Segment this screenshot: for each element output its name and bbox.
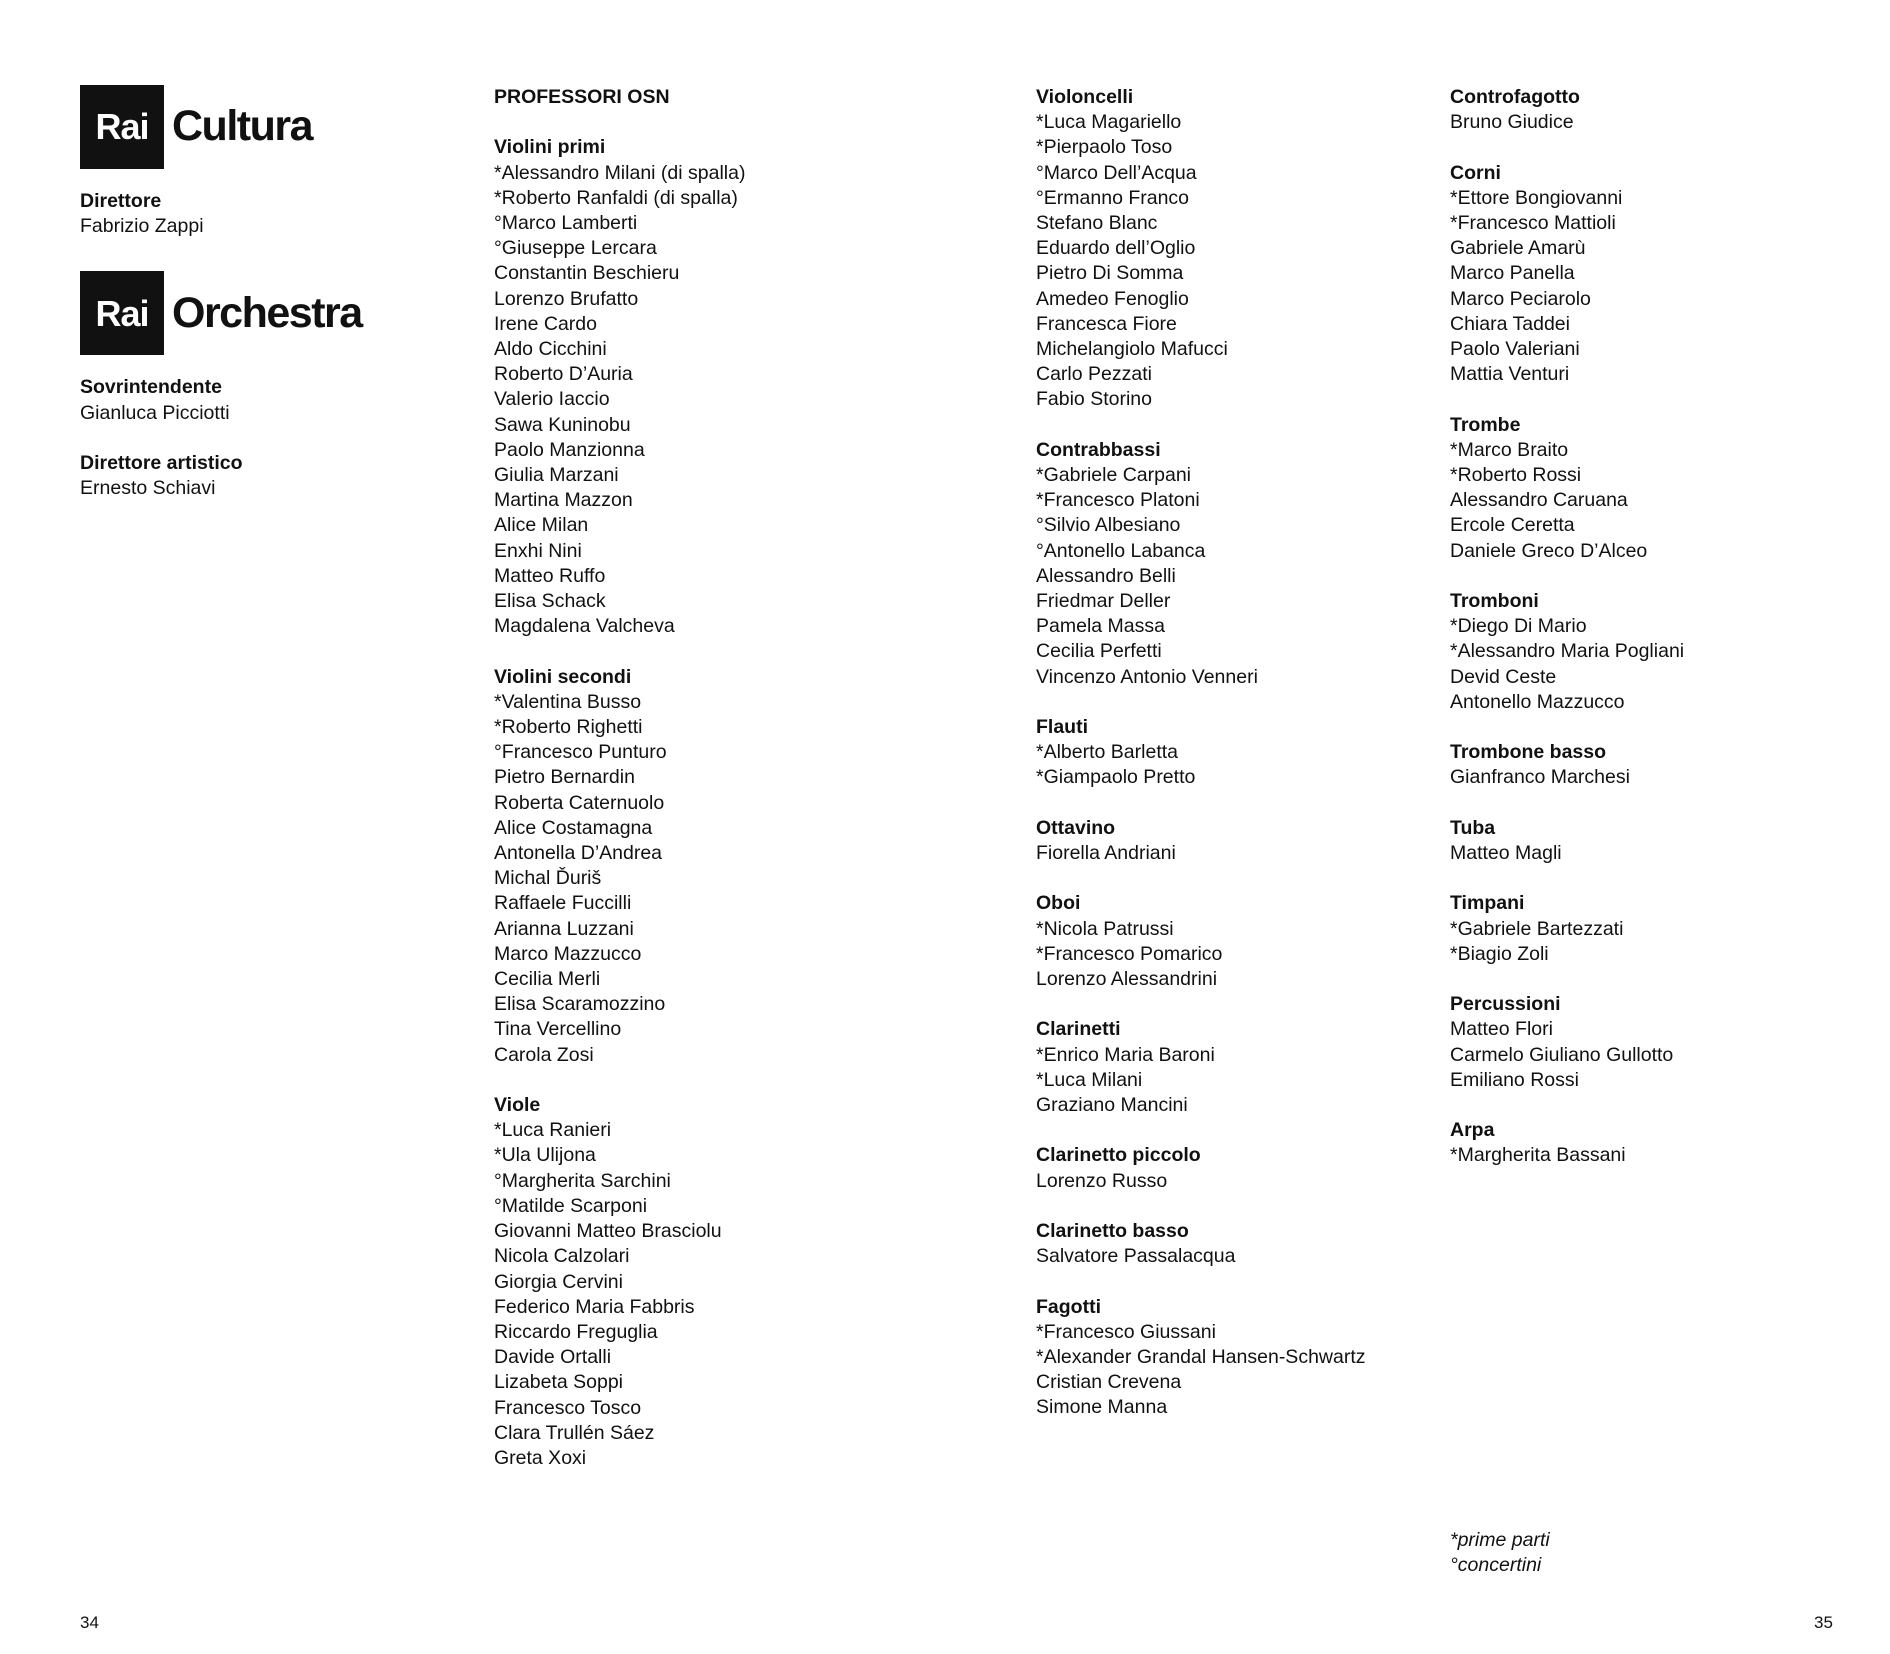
musician-name: *Enrico Maria Baroni (1036, 1043, 1215, 1066)
musician-name: Paolo Manzionna (494, 438, 645, 461)
musician-name: *Valentina Busso (494, 690, 642, 713)
section-title: Clarinetto piccolo (1036, 1144, 1201, 1167)
musician-name: *Luca Ranieri (494, 1119, 612, 1142)
musician-name: Sawa Kuninobu (494, 413, 631, 436)
instrument-section (1036, 715, 1436, 791)
musician-name: Giovanni Matteo Brasciolu (494, 1220, 722, 1243)
left-column (80, 85, 410, 527)
section-title: Trombone basso (1450, 741, 1607, 764)
musician-name: *Giampaolo Pretto (1036, 766, 1196, 789)
instrument-section (1036, 438, 1436, 690)
musician-name: Mattia Venturi (1450, 363, 1570, 386)
musician-name: Antonello Mazzucco (1450, 690, 1625, 713)
musician-name: Aldo Cicchini (494, 338, 607, 361)
musician-name: Marco Peciarolo (1450, 287, 1591, 310)
musician-name: *Margherita Bassani (1450, 1144, 1626, 1167)
instrument-section (1450, 816, 1870, 866)
section-title: Viole (494, 1094, 541, 1117)
musician-name: *Ula Ulijona (494, 1144, 596, 1167)
musician-name: °Matilde Scarponi (494, 1194, 648, 1217)
instrument-section (1450, 589, 1870, 715)
musician-name: °Ermanno Franco (1036, 186, 1190, 209)
musician-name: Alessandro Caruana (1450, 489, 1628, 512)
musician-name: Ercole Ceretta (1450, 514, 1575, 537)
musician-name: *Alberto Barletta (1036, 741, 1178, 764)
role-name: Ernesto Schiavi (80, 477, 216, 500)
logo-wordmark: Cultura (172, 102, 312, 151)
musician-name: Valerio Iaccio (494, 388, 610, 411)
direttore-block (80, 189, 410, 239)
section-title: Controfagotto (1450, 86, 1580, 108)
musician-name: *Roberto Righetti (494, 716, 643, 739)
musician-name: Greta Xoxi (494, 1446, 587, 1469)
musician-name: Fiorella Andriani (1036, 842, 1176, 865)
musician-name: *Ettore Bongiovanni (1450, 186, 1623, 209)
musician-name: Pietro Di Somma (1036, 262, 1184, 285)
logo-wordmark: Orchestra (172, 288, 362, 337)
rai-cultura-logo (80, 85, 410, 169)
musician-name: *Marco Braito (1450, 438, 1569, 461)
musician-name: Carlo Pezzati (1036, 363, 1152, 386)
musician-name: Irene Cardo (494, 312, 597, 335)
musician-name: Davide Ortalli (494, 1346, 612, 1369)
instrument-section (1450, 85, 1870, 135)
musician-name: Lorenzo Russo (1036, 1169, 1168, 1192)
section-title: Violini secondi (494, 665, 632, 688)
musician-name: Alice Milan (494, 514, 589, 537)
rai-logo-mark: Rai (80, 271, 164, 355)
musician-name: Nicola Calzolari (494, 1245, 630, 1268)
musician-name: Alessandro Belli (1036, 564, 1176, 587)
musician-name: Matteo Flori (1450, 1018, 1553, 1041)
instrument-section (1036, 1295, 1436, 1421)
musician-name: Gianfranco Marchesi (1450, 766, 1630, 789)
musician-name: *Gabriele Carpani (1036, 464, 1192, 487)
legend-concertini: °concertini (1450, 1554, 1542, 1577)
musician-name: *Roberto Ranfaldi (di spalla) (494, 186, 738, 209)
section-title: Flauti (1036, 716, 1088, 739)
musician-name: Fabio Storino (1036, 388, 1152, 411)
musician-name: Simone Manna (1036, 1396, 1168, 1419)
section-title: Ottavino (1036, 816, 1116, 839)
instrument-section (1036, 1219, 1436, 1269)
musician-name: Salvatore Passalacqua (1036, 1245, 1236, 1268)
musician-name: Arianna Luzzani (494, 917, 634, 940)
musician-name: Eduardo dell’Oglio (1036, 237, 1196, 260)
sovrintendente-block (80, 375, 410, 425)
musician-name: *Francesco Mattioli (1450, 212, 1616, 234)
musician-name: Michal Ďuriš (494, 867, 602, 890)
musician-name: Elisa Schack (494, 590, 606, 613)
musician-name: Alice Costamagna (494, 816, 653, 839)
musician-name: Paolo Valeriani (1450, 338, 1580, 361)
instrument-section (494, 1093, 994, 1471)
musician-name: Cecilia Merli (494, 968, 601, 991)
musician-name: °Francesco Punturo (494, 741, 667, 764)
musician-name: Pamela Massa (1036, 615, 1165, 638)
direttore-artistico-block (80, 451, 410, 501)
musician-name: Raffaele Fuccilli (494, 892, 632, 915)
page-number-right: 35 (1814, 1613, 1833, 1632)
musician-name: Friedmar Deller (1036, 590, 1171, 613)
musician-name: *Pierpaolo Toso (1036, 136, 1173, 159)
musician-name: Roberto D’Auria (494, 363, 633, 386)
musician-name: Carmelo Giuliano Gullotto (1450, 1043, 1674, 1066)
musician-name: Lorenzo Brufatto (494, 287, 639, 310)
musician-name: Lorenzo Alessandrini (1036, 968, 1218, 991)
section-title: Tuba (1450, 816, 1496, 839)
musician-name: °Giuseppe Lercara (494, 237, 657, 260)
musician-name: Emiliano Rossi (1450, 1068, 1579, 1091)
rai-logo-mark: Rai (80, 85, 164, 169)
section-title: Violini primi (494, 136, 606, 159)
musician-name: Clara Trullén Sáez (494, 1421, 655, 1444)
instrument-section (1036, 1017, 1436, 1118)
musician-name: Michelangiolo Mafucci (1036, 338, 1228, 361)
rai-orchestra-logo (80, 271, 410, 355)
musician-name: *Alessandro Maria Pogliani (1450, 640, 1685, 663)
musician-name: *Luca Magariello (1036, 111, 1182, 134)
musician-name: Riccardo Freguglia (494, 1320, 658, 1343)
musician-name: Matteo Ruffo (494, 564, 606, 587)
section-title: Contrabbassi (1036, 438, 1161, 461)
musician-name: Cristian Crevena (1036, 1371, 1182, 1394)
legend (1450, 1528, 1550, 1578)
musician-name: °Margherita Sarchini (494, 1169, 671, 1192)
musician-name: Devid Ceste (1450, 665, 1557, 688)
instrument-section (1036, 816, 1436, 866)
musician-name: Pietro Bernardin (494, 766, 635, 789)
column-brass-percussion (1450, 85, 1870, 1194)
section-title: Trombe (1450, 413, 1521, 436)
musician-name: *Alexander Grandal Hansen-Schwartz (1036, 1346, 1366, 1369)
instrument-section (494, 135, 994, 639)
musician-name: Giulia Marzani (494, 464, 619, 487)
musician-name: °Marco Lamberti (494, 212, 638, 234)
section-title: Oboi (1036, 892, 1081, 915)
musician-name: Carola Zosi (494, 1043, 594, 1066)
role-name: Gianluca Picciotti (80, 401, 230, 424)
musician-name: *Francesco Giussani (1036, 1320, 1216, 1343)
musician-name: Cecilia Perfetti (1036, 640, 1162, 663)
instrument-section (1036, 85, 1436, 413)
musician-name: Gabriele Amarù (1450, 237, 1586, 260)
musician-name: Constantin Beschieru (494, 262, 680, 285)
role-name: Fabrizio Zappi (80, 215, 204, 238)
musician-name: *Diego Di Mario (1450, 615, 1587, 638)
section-title: Tromboni (1450, 590, 1539, 613)
musician-name: *Francesco Platoni (1036, 489, 1200, 512)
musician-name: Magdalena Valcheva (494, 615, 675, 638)
musician-name: Elisa Scaramozzino (494, 993, 666, 1016)
musician-name: Amedeo Fenoglio (1036, 287, 1189, 310)
musician-name: Roberta Caternuolo (494, 791, 665, 814)
musician-name: Giorgia Cervini (494, 1270, 623, 1293)
section-title: Percussioni (1450, 993, 1561, 1016)
musician-name: °Silvio Albesiano (1036, 514, 1181, 537)
musician-name: Lizabeta Soppi (494, 1371, 624, 1394)
section-title: Violoncelli (1036, 86, 1134, 108)
instrument-section (1450, 413, 1870, 564)
musician-name: °Antonello Labanca (1036, 539, 1206, 562)
musician-name: Vincenzo Antonio Venneri (1036, 665, 1258, 688)
section-list (1036, 85, 1436, 1421)
musician-name: *Nicola Patrussi (1036, 917, 1174, 940)
page-heading: PROFESSORI OSN (494, 86, 670, 108)
instrument-section (1450, 891, 1870, 967)
musician-name: Tina Vercellino (494, 1018, 622, 1041)
musician-name: *Roberto Rossi (1450, 464, 1582, 487)
musician-name: *Francesco Pomarico (1036, 942, 1223, 965)
role-title: Direttore artistico (80, 452, 243, 474)
musician-name: °Marco Dell’Acqua (1036, 161, 1197, 184)
instrument-section (1450, 1118, 1870, 1168)
role-title: Direttore (80, 190, 162, 212)
instrument-section (1450, 992, 1870, 1093)
musician-name: Federico Maria Fabbris (494, 1295, 695, 1318)
musician-name: Marco Panella (1450, 262, 1575, 285)
musician-name: Marco Mazzucco (494, 942, 642, 965)
instrument-section (1450, 161, 1870, 388)
musician-name: Daniele Greco D’Alceo (1450, 539, 1648, 562)
instrument-section (1450, 740, 1870, 790)
musician-name: Enxhi Nini (494, 539, 582, 562)
musician-name: *Biagio Zoli (1450, 942, 1549, 965)
instrument-section (1036, 891, 1436, 992)
musician-name: Bruno Giudice (1450, 111, 1574, 134)
role-title: Sovrintendente (80, 376, 222, 399)
musician-name: *Gabriele Bartezzati (1450, 917, 1624, 940)
musician-name: Francesco Tosco (494, 1396, 642, 1419)
instrument-section (1036, 1143, 1436, 1193)
legend-prime-parti: *prime parti (1450, 1529, 1550, 1551)
musician-name: Antonella D’Andrea (494, 842, 663, 865)
instrument-section (494, 665, 994, 1068)
musician-name: Stefano Blanc (1036, 212, 1158, 235)
musician-name: Matteo Magli (1450, 842, 1562, 865)
musician-name: Martina Mazzon (494, 489, 633, 512)
section-list (494, 135, 994, 1471)
musician-name: Francesca Fiore (1036, 312, 1177, 335)
section-title: Clarinetti (1036, 1018, 1121, 1041)
musician-name: *Alessandro Milani (di spalla) (494, 161, 746, 184)
section-title: Fagotti (1036, 1295, 1101, 1318)
column-cellos-woodwinds (1036, 85, 1436, 1446)
section-title: Arpa (1450, 1119, 1495, 1142)
section-title: Corni (1450, 161, 1501, 184)
section-title: Clarinetto basso (1036, 1220, 1189, 1243)
section-list (1450, 85, 1870, 1169)
section-title: Timpani (1450, 892, 1525, 915)
musician-name: *Luca Milani (1036, 1068, 1143, 1091)
musician-name: Chiara Taddei (1450, 312, 1570, 335)
column-strings (494, 85, 994, 1496)
page-number-left: 34 (80, 1613, 99, 1632)
musician-name: Graziano Mancini (1036, 1094, 1188, 1117)
